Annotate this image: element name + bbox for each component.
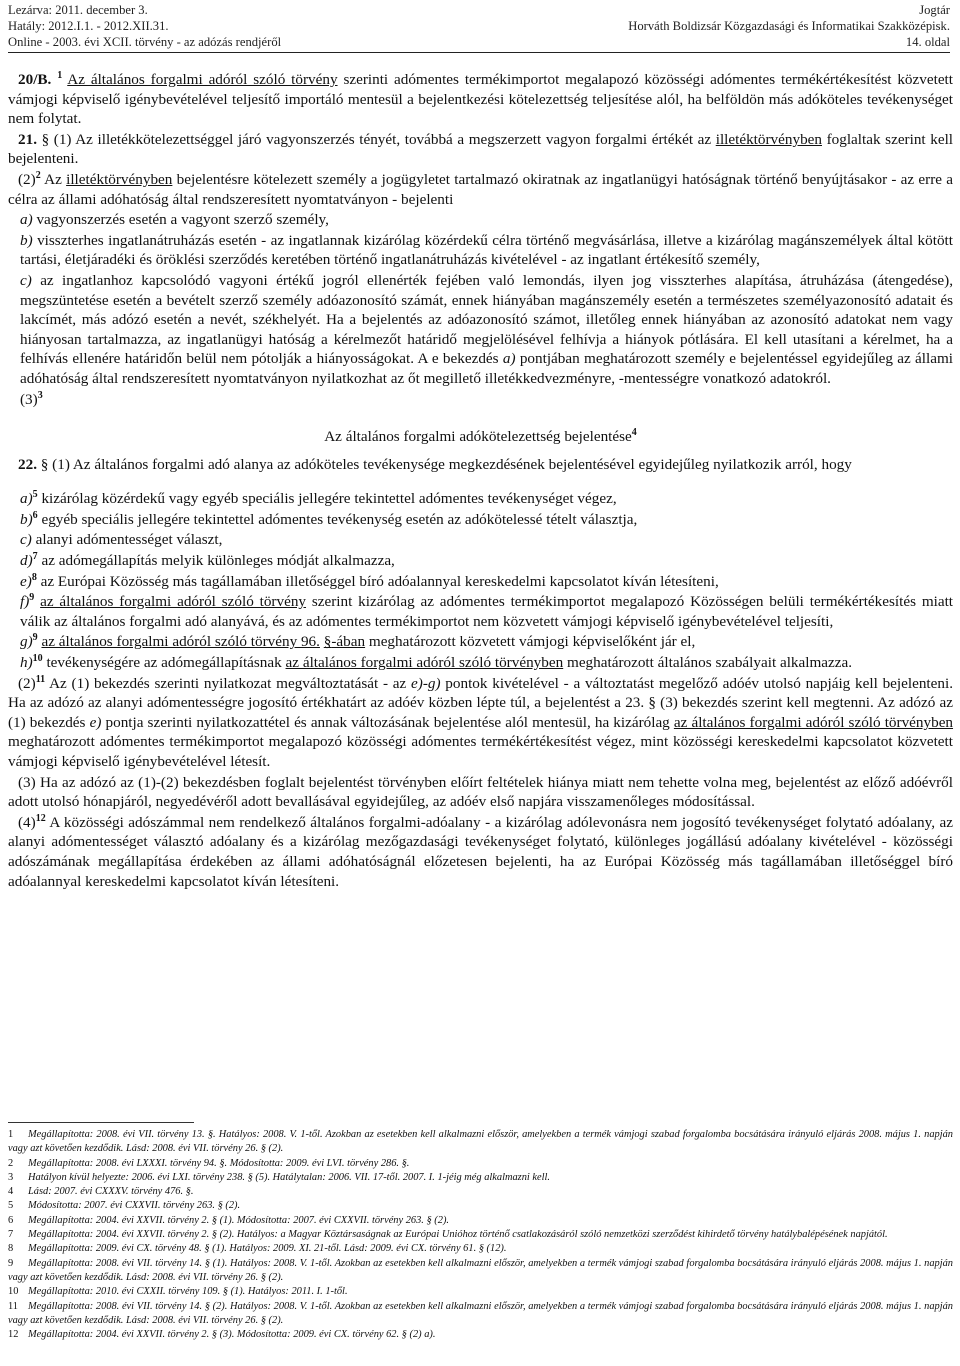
footnote-ref[interactable]: 12 — [35, 812, 46, 824]
point-label: g) — [20, 633, 33, 651]
paragraph-text: pontja szerinti nyilatkozattétel és annak változásának bejelentése alól mentesül, ha kizárólag — [105, 713, 670, 731]
paragraph-text: meghatározott adómentes termékimportot megalapozó közösségi adómentes termékértékesítést végez, mint közösségi kereskedelmi kapcsolatot közvetett vámjogi képviselő igénybevételével létesít. — [8, 733, 953, 770]
footnote-number: 3 — [8, 1171, 14, 1183]
header-left-line: Lezárva: 2011. december 3. — [8, 3, 148, 17]
footnote-number: 5 — [8, 1200, 14, 1212]
point-22-g — [8, 632, 953, 652]
footnote — [8, 1128, 953, 1157]
section-22-p3: (3) Ha az adózó az (1)-(2) bekezdésben foglalt bejelentést törvényben előírt feltételek hiánya miatt nem tehette volna meg, bejelentést az előző adóévről adott utolsó hónapjáról, negyedévéről adott bevallásával egyidejűleg, az adóév első napjára visszamenőleges módosítással. — [8, 773, 953, 811]
footnote-ref[interactable]: 1 — [57, 69, 63, 81]
point-text: kizárólag közérdekű vagy egyéb speciális jellegére tekintettel adómentes tevékenységet végez, — [41, 490, 617, 508]
paragraph-text: Az — [44, 170, 62, 188]
footnote-number: 4 — [8, 1186, 14, 1198]
law-link[interactable]: az általános forgalmi adóról szóló törvényben — [285, 654, 564, 672]
document-body — [8, 70, 953, 892]
footnote-ref[interactable]: 5 — [32, 489, 38, 501]
header-rule — [8, 52, 950, 53]
footnote-number: 9 — [8, 1257, 14, 1269]
footnote-ref[interactable]: 8 — [31, 571, 37, 583]
section-number: 22. — [18, 455, 37, 473]
footnote — [8, 1328, 953, 1342]
point-label: f) — [20, 593, 30, 611]
footnote-number: 6 — [8, 1214, 14, 1226]
law-link[interactable]: illetéktörvényben — [66, 170, 173, 188]
point-22-d — [8, 551, 953, 571]
point-ref: e) — [89, 713, 102, 731]
point-c — [8, 271, 953, 389]
header-right — [628, 2, 950, 50]
paragraph-text: szerinti adómentes termékimportot megalapozó közösségi adómentes termékértékesítést közvetett vámjogi képviselő igénybevételével teljesítő importáló mentesül a bejelentkezési kötelezettség teljesítése alól, ha belföldön más adóköteles tevékenységet nem folytat. — [8, 71, 953, 128]
law-link[interactable]: Az általános forgalmi adóról szóló törvény — [67, 71, 338, 88]
point-22-c — [8, 530, 953, 550]
law-link[interactable]: az általános forgalmi adóról szóló törvény — [40, 593, 307, 611]
footnote-text: Hatályon kívül helyezte: 2006. évi LXI. törvény 238. § (5). Hatálytalan: 2006. VII. 17-től. 2007. I. 1-jéig még alkalmazni kell. — [28, 1171, 551, 1183]
point-text: meghatározott általános szabályait alkalmazza. — [567, 654, 853, 672]
header-right-line: 14. oldal — [905, 35, 950, 49]
footnote-text: Megállapította: 2010. évi CXXII. törvény 109. § (1). Hatályos: 2011. I. 1-től. — [28, 1286, 348, 1298]
paragraph-text: pontok kivételével - a változtatást megelőző adóév utolsó napjáig kell bejelenteni. Ha az adózó az alanyi adómentességre jogosító értékhatárt az adóév közben lépte túl, a bejelentést a 23. § (3) bekezdés szerint kell megtenni. Az adózó az (1) bekezdés — [8, 674, 953, 731]
footnote-ref[interactable]: 11 — [35, 673, 46, 685]
footnote-text: Megállapította: 2004. évi XXVII. törvény 2. § (3). Módosította: 2009. évi CX. törvény 62. § (2) a). — [28, 1329, 436, 1341]
section-22-p1 — [8, 455, 953, 475]
point-22-f — [8, 592, 953, 631]
footnote — [8, 1171, 953, 1185]
footnote-text: Megállapította: 2008. évi VII. törvény 14. § (2). Hatályos: 2008. V. 1-től. Azokban az esetekben kell alkalmazni először, amelyekben a termék vámjogi szabad forgalomba bocsátására irányuló eljárás 2008. május 1. napján vagy azt követően kezdődik. Lásd: 2008. évi VII. törvény 26. § (2). — [8, 1300, 953, 1326]
footnote — [8, 1185, 953, 1199]
footnote-number: 7 — [8, 1229, 14, 1241]
point-label: b) — [20, 231, 33, 249]
point-text: az ingatlanhoz kapcsolódó vagyoni értékű jogról ellenérték fejében való lemondás, ilyen jog visszterhes alapítása, átruházása (átengedése), megszüntetése esetén a bevételt szerző személy adóazonosító számát, ennek hiányában magánszemély esetén a természetes személyazonosító adatait és lakcímét, más adózó esetén a nevét, székhelyét. Ha a bejelentés az adóazonosító számot, illetőleg ennek hiányában az azonosító adatokat nem vagy hiányosan tartalmazza, az ingatlanügyi hatóság a kérelmezőt határidő megjelölésével felhívja a hiányok pótlására. El kell utasítani a kérelmet, ha a felhívás ellenére határidőn belül nem pótolják a hiányosságokat. A e bekezdés — [20, 271, 954, 368]
footnote-rule — [8, 1122, 194, 1123]
paragraph-text: bejelentésre kötelezett személy a jogügyletet tartalmazó okiratnak az ingatlanügyi hatóságnak történő benyújtásakor - az erre a célra az állami adóhatóság által rendszeresített nyomtatványon - bejelenti — [8, 170, 953, 208]
point-b — [8, 231, 953, 270]
paragraph-number: (2) — [18, 170, 36, 188]
point-label: b) — [20, 510, 33, 528]
header-left-line: Hatály: 2012.I.1. - 2012.XII.31. — [8, 19, 169, 33]
point-label: d) — [20, 552, 33, 570]
header-right-line: Horváth Boldizsár Közgazdasági és Informatikai Szakközépisk. — [628, 19, 950, 33]
footnote-number: 8 — [8, 1243, 14, 1255]
footnote — [8, 1157, 953, 1171]
footnote-ref[interactable]: 6 — [32, 509, 38, 521]
point-text: vagyonszerzés esetén a vagyont szerző személy, — [36, 211, 329, 229]
section-heading — [8, 427, 953, 447]
footnotes — [8, 1128, 953, 1342]
footnote-text: Megállapította: 2008. évi VII. törvény 13. §. Hatályos: 2008. V. 1-től. Azokban az esetekben kell alkalmazni először, amelyekben a termék vámjogi szabad forgalomba bocsátására irányuló eljárás 2008. május 1. napján vagy azt követően kezdődik. Lásd: 2008. évi VII. törvény 26. § (2). — [8, 1129, 953, 1155]
footnote-ref[interactable]: 3 — [37, 389, 43, 401]
section-20b — [8, 70, 953, 129]
paragraph-number: (4) — [18, 813, 36, 831]
law-link-section[interactable]: § — [323, 633, 332, 651]
section-21-p2 — [8, 170, 953, 209]
point-text: tevékenységére az adómegállapításnak — [46, 654, 282, 672]
law-link[interactable]: illetéktörvényben — [715, 130, 822, 148]
point-text: az adómegállapítás melyik különleges módját alkalmazza, — [41, 552, 395, 570]
section-22-p2 — [8, 674, 953, 772]
header-left — [8, 2, 281, 50]
footnote-number: 11 — [8, 1300, 19, 1312]
point-22-a — [8, 489, 953, 509]
section-number: 21. — [18, 130, 37, 148]
header-left-line: Online - 2003. évi XCII. törvény - az adózás rendjéről — [8, 35, 282, 49]
point-label: c) — [20, 271, 32, 289]
footnote-number: 1 — [8, 1129, 14, 1140]
heading-text: Az általános forgalmi adókötelezettség bejelentése — [324, 428, 632, 446]
footnote — [8, 1199, 953, 1213]
paragraph-number: (2) — [18, 674, 36, 692]
footnote-text: Megállapította: 2008. évi VII. törvény 14. § (1). Hatályos: 2008. V. 1-től. Azokban az esetekben kell alkalmazni először, amelyekben a termék vámjogi szabad forgalomba bocsátására irányuló eljárás 2008. május 1. napján vagy azt követően kezdődik. Lásd: 2008. évi VII. törvény 26. § (2). — [8, 1257, 953, 1283]
point-text: egyéb speciális jellegére tekintettel adómentes tevékenység esetén az adókötelessé tételt választja, — [41, 510, 638, 528]
footnote-ref[interactable]: 2 — [35, 169, 41, 181]
footnote-text: Megállapította: 2004. évi XXVII. törvény 2. § (2). Hatályos: a Magyar Köztársaságnak az Európai Unióhoz történő csatlakozásáról szóló nemzetközi szerződést kihirdető törvény hatálybalépésének napjától. — [28, 1229, 888, 1241]
point-22-e — [8, 572, 953, 592]
paragraph-text: § (1) Az illetékkötelezettséggel járó vagyonszerzés tényét, továbbá a megszerzett vagyon forgalmi értékét az — [41, 130, 712, 148]
point-22-b — [8, 510, 953, 530]
footnote-ref[interactable]: 7 — [32, 551, 38, 562]
point-a — [8, 210, 953, 230]
law-link[interactable]: az általános forgalmi adóról szóló törvényben — [673, 713, 954, 731]
paragraph-number: (3) — [20, 390, 38, 408]
footnote-text: Megállapította: 2009. évi CX. törvény 48. § (1). Hatályos: 2009. XI. 21-től. Lásd: 2009. évi CX. törvény 61. § (12). — [28, 1243, 507, 1255]
spacer — [8, 475, 953, 489]
footnote — [8, 1285, 953, 1299]
point-text: pontjában meghatározott személy e bejelentéssel egyidejűleg az állami adóhatóság által rendszeresített nyomtatványon nyilatkozhat az őt megillető illetékkedvezményre, -mentességre vonatkozó adatokról. — [20, 350, 954, 387]
section-21-p1 — [8, 130, 953, 169]
point-label: e) — [20, 572, 32, 590]
footnote-number: 10 — [8, 1286, 19, 1298]
section-21-p3 — [8, 390, 953, 410]
footnote-ref[interactable]: 9 — [32, 632, 38, 644]
footnote — [8, 1242, 953, 1256]
header-right-line: Jogtár — [919, 3, 950, 17]
footnote-ref[interactable]: 9 — [29, 592, 35, 604]
point-label: a) — [20, 490, 33, 508]
law-link[interactable]: -ában — [331, 633, 366, 651]
point-label: a) — [20, 211, 33, 229]
footnote — [8, 1228, 953, 1242]
footnote-text: Megállapította: 2004. évi XXVII. törvény 2. § (1). Módosította: 2007. évi CXXVII. törvény 263. § (2). — [28, 1214, 450, 1226]
paragraph-text: foglaltak szerint kell bejelenteni. — [8, 130, 954, 168]
point-ref: e)-g) — [411, 674, 441, 692]
point-text: az Európai Közösség más tagállamában illetőséggel bíró adóalannyal kereskedelmi kapcsolatot kíván létesíteni, — [40, 572, 719, 590]
footnote-ref[interactable]: 4 — [631, 427, 637, 439]
footnote-text: Megállapította: 2008. évi LXXXI. törvény 94. §. Módosította: 2009. évi LVI. törvény 286. §. — [28, 1157, 410, 1169]
law-link[interactable]: az általános forgalmi adóról szóló törvény 96. — [41, 633, 320, 651]
section-number: 20/B. — [18, 71, 52, 88]
point-text: szerint kizárólag az adómentes termékimportot megalapozó Közösségen belüli termékértékesítés miatt válik az általános forgalmi adó alanyává, és az adómentes termékimportot nem közvetett vámjogi képviselő igénybevételével teljesíti, — [20, 593, 954, 630]
page-header — [0, 0, 960, 52]
point-22-h — [8, 653, 953, 673]
footnote — [8, 1257, 953, 1286]
point-text: meghatározott közvetett vámjogi képviselőként jár el, — [368, 633, 696, 651]
footnote — [8, 1214, 953, 1228]
paragraph-text: Az (1) bekezdés szerinti nyilatkozat megváltoztatását - az — [49, 674, 407, 692]
footnote-ref[interactable]: 10 — [32, 652, 43, 664]
paragraph-text: § (1) Az általános forgalmi adó alanya az adóköteles tevékenysége megkezdésének bejelentésével egyidejűleg nyilatkozik arról, hogy — [40, 455, 852, 473]
section-22-p4 — [8, 813, 953, 891]
point-text: alanyi adómentességet választ, — [35, 531, 223, 549]
footnote-text: Módosította: 2007. évi CXXVII. törvény 263. § (2). — [28, 1200, 241, 1212]
paragraph-text: A közösségi adószámmal nem rendelkező általános forgalmi-adóalany - a kizárólag adólevonásra nem jogosító tevékenységet folytató adóalany, az alanyi adómentességet választó adóalany és a kizárólag mezőgazdasági tevékenységet folytató, különleges jogállású adóalany kivételével - közösségi adószámának megállapítása érdekében az állami adóhatóságnál előzetesen bejelenti, ha az Európai Közösség más tagállamában illetőséggel bíró adóalannyal kereskedelmi kapcsolatot kíván létesíteni. — [8, 813, 953, 890]
footnote-number: 2 — [8, 1157, 14, 1169]
footnote-text: Lásd: 2007. évi CXXXV. törvény 476. §. — [28, 1186, 194, 1198]
point-ref: a) — [502, 350, 516, 368]
footnote — [8, 1300, 953, 1329]
point-text: visszterhes ingatlanátruházás esetén - az ingatlannak kizárólag közérdekű célra történő megvásárlása, illetve a kizárólag magánszemélyek által kötött tartási, életjáradéki és öröklési szerződés keretében történő ingatlanátruházás kivételével - az ingatlant értékesítő személy, — [20, 231, 953, 269]
point-label: c) — [20, 531, 32, 549]
footnote-number: 12 — [8, 1329, 19, 1341]
point-label: h) — [20, 654, 33, 672]
